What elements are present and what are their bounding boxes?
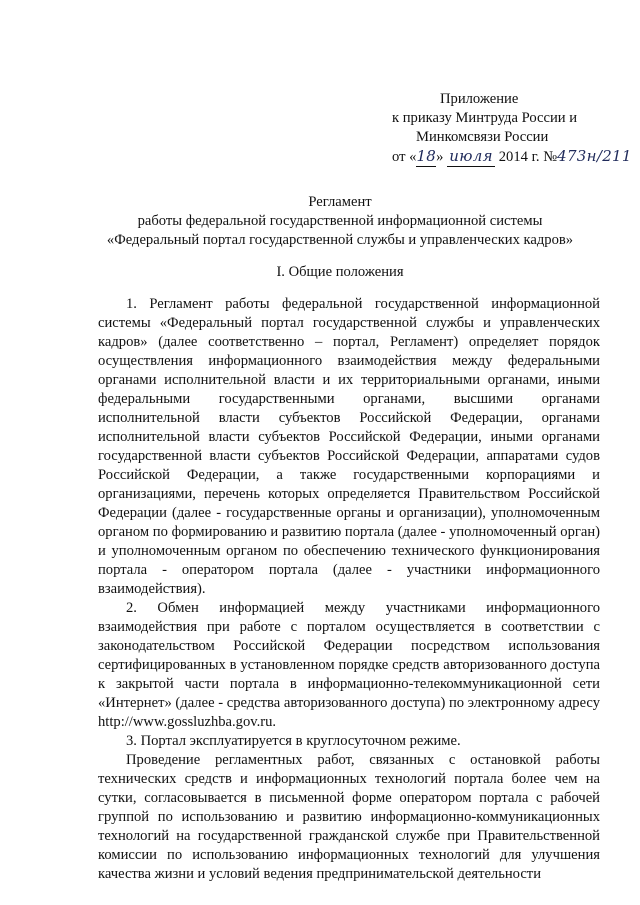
date-day-handwritten: 18 <box>416 147 437 165</box>
annex-block <box>392 90 632 167</box>
document-body <box>98 295 600 884</box>
title-line-2: работы федеральной государственной информационной системы <box>137 213 543 229</box>
date-prefix: от « <box>392 149 417 165</box>
annex-ministry-line: Минкомсвязи России <box>416 129 549 145</box>
paragraph-1: 1. Регламент работы федеральной государственной информационной системы «Федеральный портал государственной службы и управленческих кадров» (далее соответственно – портал, Регламент) определяет порядок осуществления информационного взаимодействия между федеральными органами исполнительной власти и их территориальными органами, иными федеральными государственными органами, высшими органами исполнительной власти субъектов Российской Федерации, органами исполнительной власти субъектов Российской Федерации, иными органами государственной власти субъектов Российской Федерации, аппаратами судов Российской Федерации, а также государственными корпорациями и организациями, перечень которых определяется Правительством Российской Федерации (далее - государственные органы и организации), уполномоченным органом по формированию и развитию портала (далее - уполномоченный орган) и уполномоченным органом по обеспечению технического функционирования портала - оператором портала (далее - участники информационного взаимодействия). <box>98 296 600 597</box>
annex-order-line: к приказу Минтруда России и <box>392 110 578 126</box>
annex-title: Приложение <box>440 91 519 107</box>
document-title <box>60 193 620 250</box>
annex-date-line <box>392 147 632 167</box>
date-quote-close: » <box>436 149 444 165</box>
order-number-handwritten: 473н/211 <box>557 147 632 165</box>
paragraph-3: 3. Портал эксплуатируется в круглосуточном режиме. <box>126 733 461 749</box>
section-heading: I. Общие положения <box>276 264 404 280</box>
paragraph-4: Проведение регламентных работ, связанных с остановкой работы технических средств и информационных технологий портала более чем на сутки, согласовывается в письменной форме оператором портала с рабочей группой по использованию и развитию информационно-коммуникационных технологий на государственной гражданской службе при Правительственной комиссии по использованию информационных технологий для улучшения качества жизни и условий ведения предпринимательской деятельности <box>98 752 600 882</box>
paragraph-2: 2. Обмен информацией между участниками информационного взаимодействия при работе с порталом осуществляется в соответствии с законодательством Российской Федерации посредством использования сертифицированных в установленном порядке средств авторизованного доступа к закрытой части портала в информационно-телекоммуникационной сети «Интернет» (далее - средства авторизованного доступа) по электронному адресу http://www.gossluzhba.gov.ru. <box>98 600 600 730</box>
title-line-3: «Федеральный портал государственной службы и управленческих кадров» <box>106 232 574 248</box>
date-year: 2014 г. № <box>495 149 558 165</box>
date-month-handwritten: июля <box>447 147 495 167</box>
title-line-1: Регламент <box>308 194 372 210</box>
